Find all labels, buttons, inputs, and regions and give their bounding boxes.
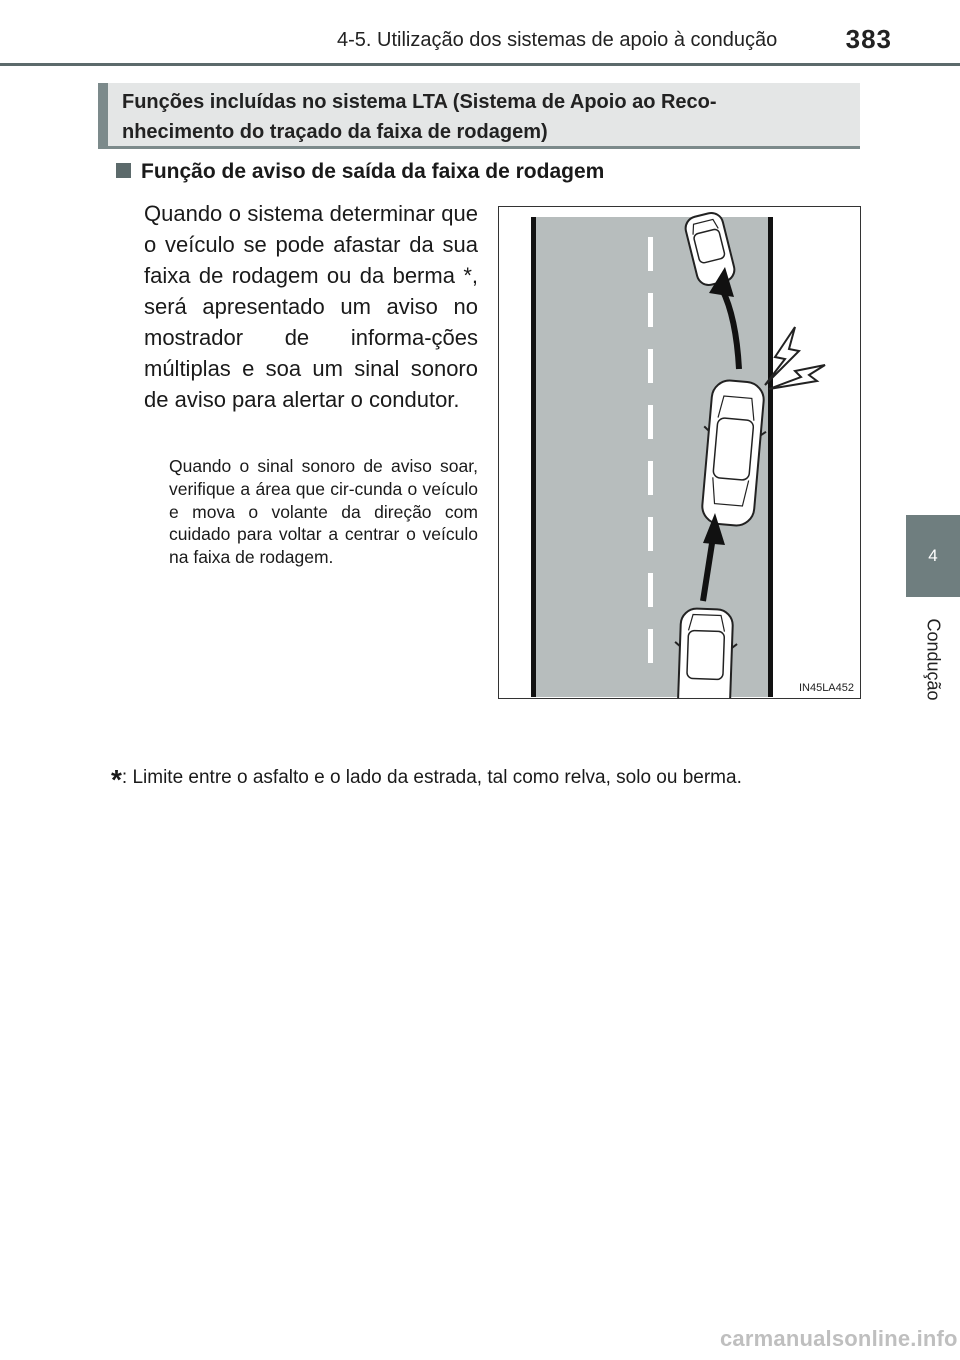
body-paragraph: Quando o sistema determinar que o veículo se pode afastar da sua faixa de rodagem ou da berma *, será apresentado um aviso no mostrador de informa-ções múltiplas e soa um sinal sonoro de aviso para alertar o condutor. bbox=[144, 201, 478, 412]
chapter-tab[interactable] bbox=[906, 515, 960, 597]
footnote-text: : Limite entre o asfalto e o lado da estrada, tal como relva, solo ou berma. bbox=[121, 767, 742, 788]
header-rule bbox=[0, 63, 960, 66]
chapter-label bbox=[906, 604, 960, 714]
subheading-text: Função de aviso de saída da faixa de rodagem bbox=[141, 160, 605, 183]
chapter-label-text: Condução bbox=[923, 617, 944, 701]
section-title: Funções incluídas no sistema LTA (Sistema de Apoio ao Reco- nhecimento do traçado da faixa de rodagem) bbox=[122, 91, 717, 143]
bullet-square-icon bbox=[116, 163, 131, 178]
footnote bbox=[111, 764, 871, 796]
footnote-marker: * bbox=[111, 764, 122, 795]
watermark: carmanualsonline.info bbox=[720, 1326, 958, 1351]
car-icon bbox=[672, 608, 738, 699]
lane-departure-illustration bbox=[498, 206, 861, 699]
page-number: 383 bbox=[845, 24, 892, 54]
road-edge-left bbox=[531, 217, 536, 697]
page-header-title: 4-5. Utilização dos sistemas de apoio à condução bbox=[337, 29, 778, 51]
chapter-number: 4 bbox=[928, 546, 938, 565]
warning-lightning-icon bbox=[765, 327, 825, 389]
road-edge-right bbox=[768, 217, 773, 697]
road-diagram bbox=[499, 207, 861, 699]
note-paragraph: Quando o sinal sonoro de aviso soar, verifique a área que cir-cunda o veículo e mova o volante da direção com cuidado para voltar a centrar o veículo na faixa de rodagem. bbox=[169, 456, 478, 568]
subheading bbox=[116, 160, 756, 184]
illustration-code: IN45LA452 bbox=[798, 682, 854, 694]
section-box bbox=[98, 83, 860, 149]
